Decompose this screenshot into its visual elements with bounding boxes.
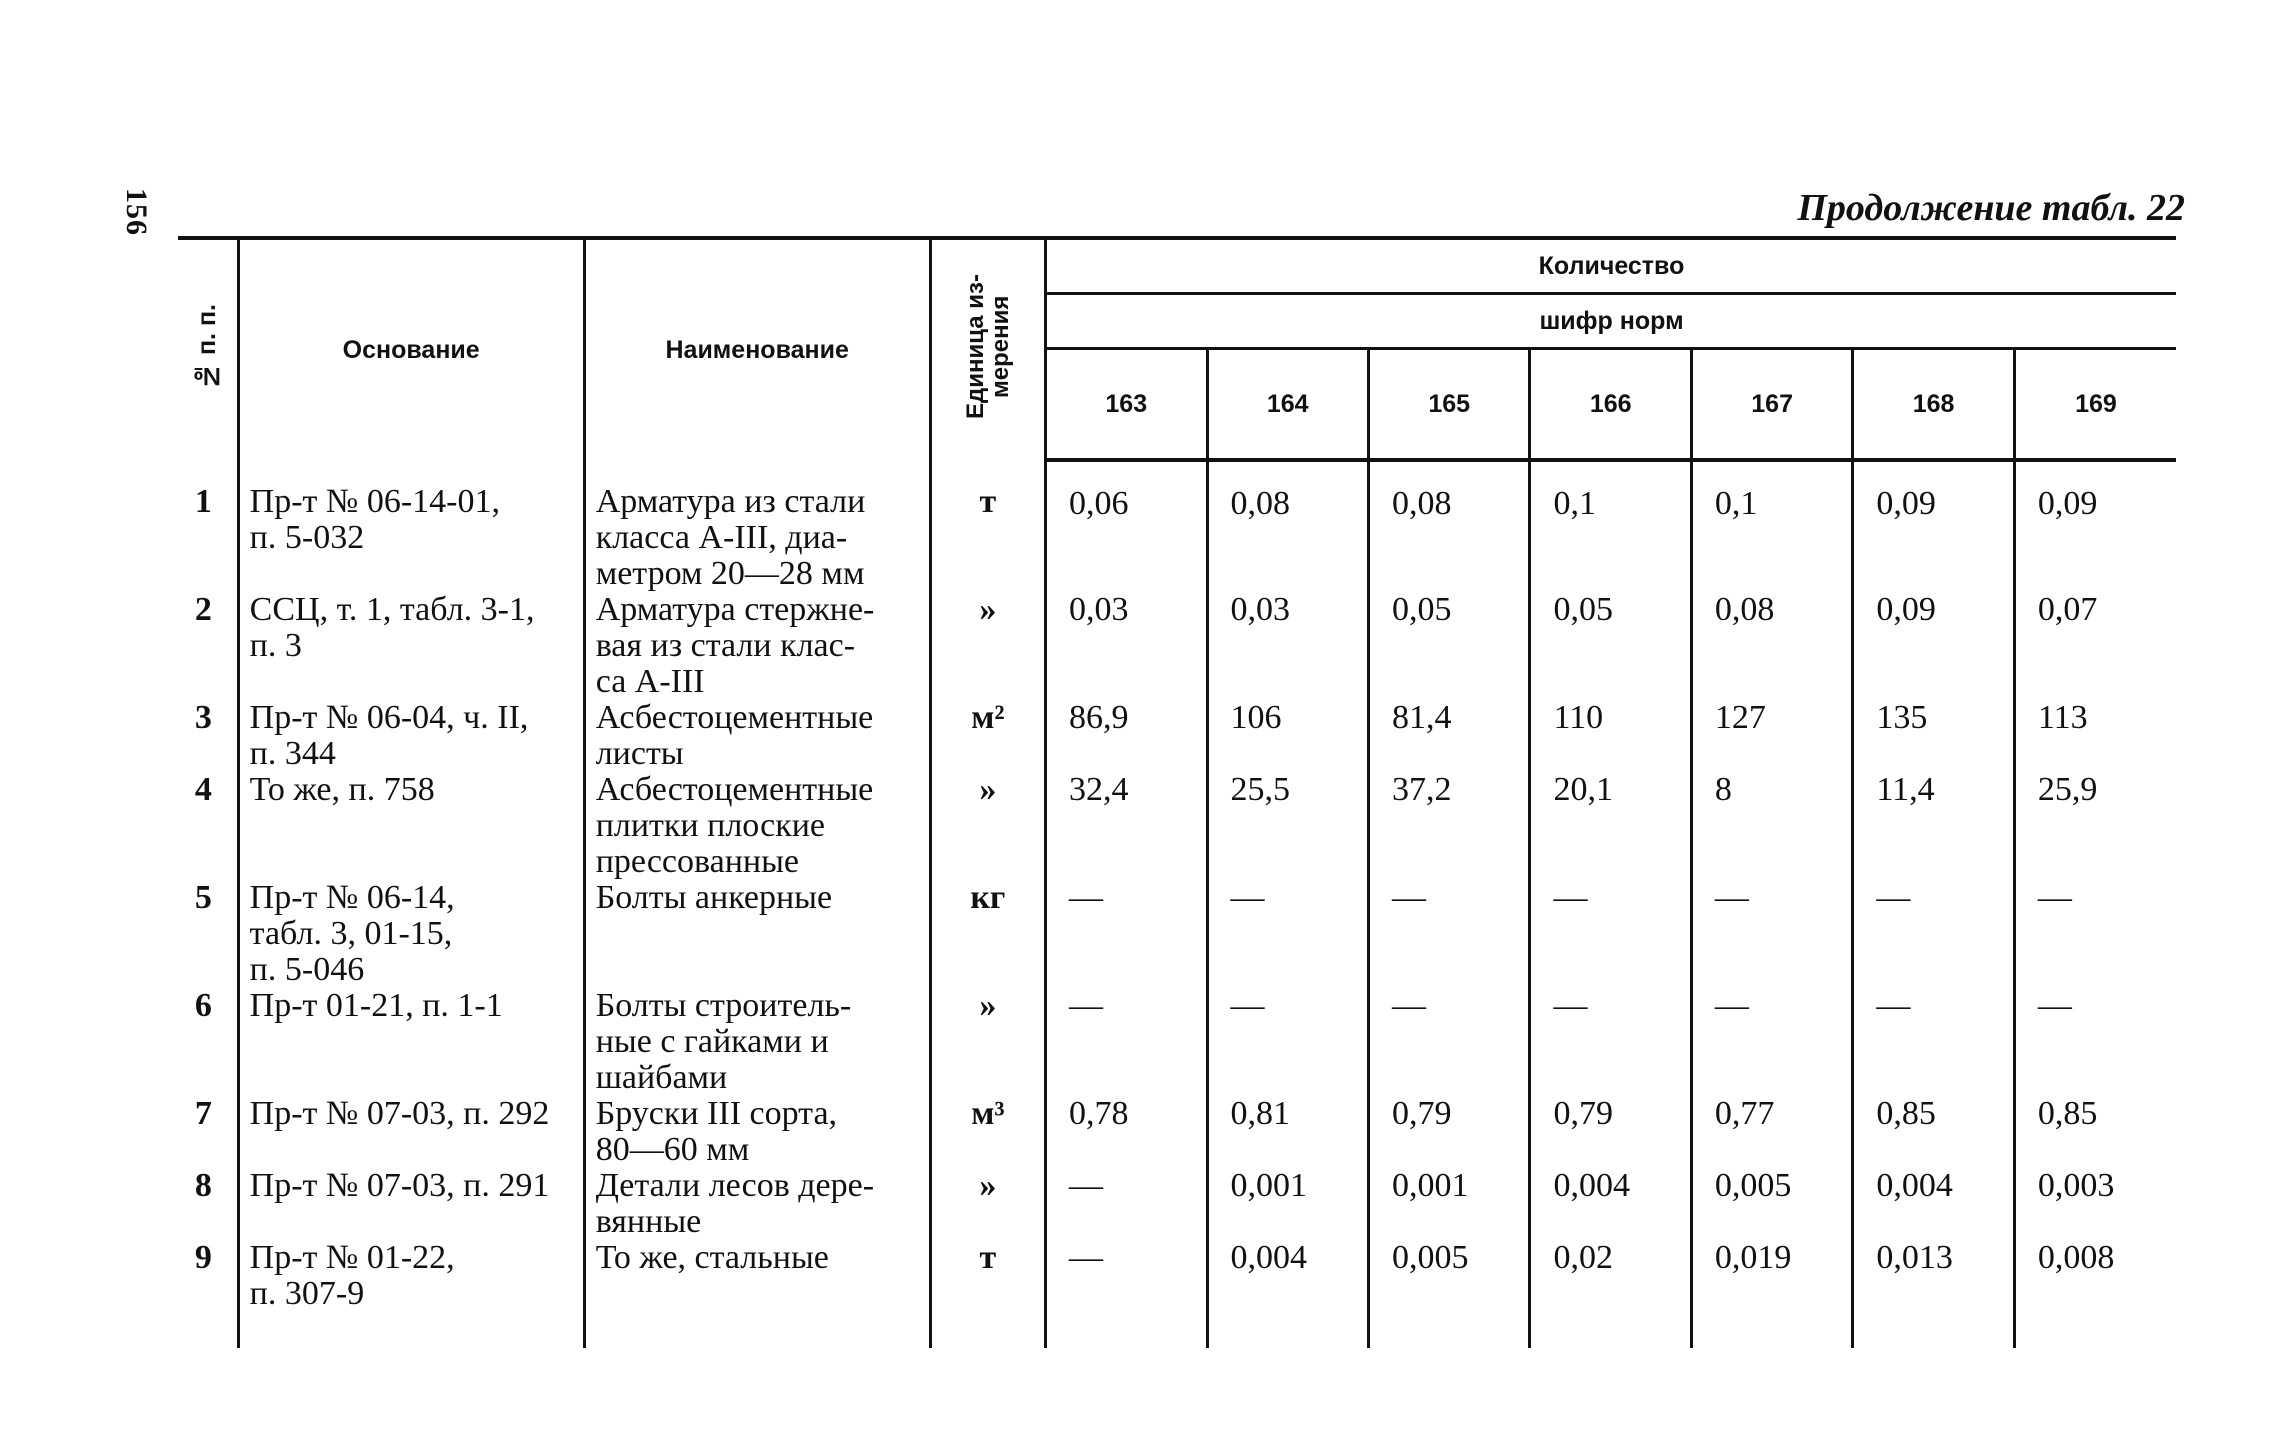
row-quantity: 0,03: [1207, 592, 1368, 700]
table-row: [178, 988, 2176, 1096]
row-quantity: —: [1530, 880, 1691, 988]
row-quantity: —: [2014, 880, 2176, 988]
row-quantity: 11,4: [1853, 772, 2014, 880]
row-quantity: 106: [1207, 700, 1368, 772]
page-number: 156: [120, 188, 153, 236]
row-quantity: —: [1046, 988, 1207, 1096]
row-number: 2: [194, 591, 212, 628]
row-quantity: 8: [1691, 772, 1852, 880]
row-quantity: 0,004: [1853, 1168, 2014, 1240]
row-quantity: —: [1368, 880, 1529, 988]
table-filler-row: [178, 1312, 2176, 1348]
row-quantity: 0,03: [1046, 592, 1207, 700]
row-quantity: —: [1691, 988, 1852, 1096]
row-quantity: 0,08: [1691, 592, 1852, 700]
header-row-number: № п. п.: [178, 238, 238, 460]
row-quantity: 0,1: [1691, 460, 1852, 592]
row-unit: кг: [930, 880, 1045, 988]
row-quantity: 0,06: [1046, 460, 1207, 592]
filler-cell: [1046, 1312, 1207, 1348]
filler-cell: [238, 1312, 584, 1348]
row-naimenovanie: Асбестоцементные листы: [584, 700, 930, 772]
row-number: 1: [194, 483, 212, 520]
table-header: [178, 238, 2176, 460]
row-quantity: 0,004: [1530, 1168, 1691, 1240]
row-quantity: —: [1368, 988, 1529, 1096]
row-quantity: 0,79: [1530, 1096, 1691, 1168]
row-unit: »: [930, 772, 1045, 880]
row-quantity: 0,003: [2014, 1168, 2176, 1240]
row-osnovanie: Пр-т № 01-22, п. 307-9: [238, 1240, 584, 1312]
filler-cell: [1853, 1312, 2014, 1348]
row-number: 5: [194, 879, 212, 916]
row-quantity: —: [2014, 988, 2176, 1096]
row-quantity: 86,9: [1046, 700, 1207, 772]
row-quantity: 25,5: [1207, 772, 1368, 880]
row-naimenovanie: То же, стальные: [584, 1240, 930, 1312]
row-quantity: 0,09: [2014, 460, 2176, 592]
row-quantity: —: [1207, 880, 1368, 988]
row-osnovanie: Пр-т 01-21, п. 1-1: [238, 988, 584, 1096]
row-quantity: 0,02: [1530, 1240, 1691, 1312]
header-unit: Единица из- мерения: [930, 238, 1045, 460]
row-number: 8: [194, 1167, 212, 1204]
table-body: [178, 460, 2176, 1348]
row-unit: т: [930, 460, 1045, 592]
row-quantity: 0,05: [1530, 592, 1691, 700]
row-quantity: 0,77: [1691, 1096, 1852, 1168]
row-quantity: 0,004: [1207, 1240, 1368, 1312]
filler-cell: [1530, 1312, 1691, 1348]
header-osnovanie: Основание: [238, 238, 584, 460]
row-quantity: 0,005: [1368, 1240, 1529, 1312]
row-naimenovanie: Бруски III сорта, 80—60 мм: [584, 1096, 930, 1168]
row-unit: т: [930, 1240, 1045, 1312]
row-quantity: 0,001: [1207, 1168, 1368, 1240]
row-unit: »: [930, 988, 1045, 1096]
header-code: 167: [1691, 349, 1852, 461]
row-number: 7: [194, 1095, 212, 1132]
header-quantity: Количество: [1046, 238, 2176, 294]
filler-cell: [584, 1312, 930, 1348]
row-quantity: 0,78: [1046, 1096, 1207, 1168]
row-quantity: —: [1046, 1240, 1207, 1312]
filler-cell: [1368, 1312, 1529, 1348]
row-quantity: —: [1046, 1168, 1207, 1240]
row-osnovanie: То же, п. 758: [238, 772, 584, 880]
row-quantity: 110: [1530, 700, 1691, 772]
row-unit: м²: [930, 700, 1045, 772]
row-number: 9: [194, 1239, 212, 1276]
row-naimenovanie: Арматура из стали класса А-III, диа- метром 20—28 мм: [584, 460, 930, 592]
row-quantity: 0,85: [1853, 1096, 2014, 1168]
row-quantity: 127: [1691, 700, 1852, 772]
row-unit: »: [930, 1168, 1045, 1240]
row-number: 6: [194, 987, 212, 1024]
row-quantity: —: [1530, 988, 1691, 1096]
table-row: [178, 592, 2176, 700]
header-code: 164: [1207, 349, 1368, 461]
row-quantity: 0,09: [1853, 592, 2014, 700]
table-row: [178, 700, 2176, 772]
row-quantity: 81,4: [1368, 700, 1529, 772]
header-code: 166: [1530, 349, 1691, 461]
row-quantity: —: [1046, 880, 1207, 988]
header-code: 163: [1046, 349, 1207, 461]
row-quantity: 0,81: [1207, 1096, 1368, 1168]
header-cipher: шифр норм: [1046, 294, 2176, 349]
row-quantity: 0,85: [2014, 1096, 2176, 1168]
row-quantity: —: [1691, 880, 1852, 988]
row-quantity: —: [1853, 988, 2014, 1096]
header-code: 168: [1853, 349, 2014, 461]
row-osnovanie: Пр-т № 07-03, п. 292: [238, 1096, 584, 1168]
table-row: [178, 1096, 2176, 1168]
row-quantity: 0,08: [1207, 460, 1368, 592]
row-quantity: 0,05: [1368, 592, 1529, 700]
row-unit: м³: [930, 1096, 1045, 1168]
table-caption: Продолжение табл. 22: [1797, 187, 2185, 229]
row-quantity: 25,9: [2014, 772, 2176, 880]
row-quantity: 0,09: [1853, 460, 2014, 592]
table-row: [178, 1168, 2176, 1240]
row-naimenovanie: Болты анкерные: [584, 880, 930, 988]
filler-cell: [2014, 1312, 2176, 1348]
row-number: 3: [194, 699, 212, 736]
row-quantity: 32,4: [1046, 772, 1207, 880]
table-row: [178, 880, 2176, 988]
row-quantity: 0,08: [1368, 460, 1529, 592]
row-quantity: 0,79: [1368, 1096, 1529, 1168]
row-quantity: 0,008: [2014, 1240, 2176, 1312]
row-quantity: 113: [2014, 700, 2176, 772]
header-code: 165: [1368, 349, 1529, 461]
row-unit: »: [930, 592, 1045, 700]
row-quantity: —: [1853, 880, 2014, 988]
row-quantity: 0,07: [2014, 592, 2176, 700]
row-naimenovanie: Болты строитель- ные с гайками и шайбами: [584, 988, 930, 1096]
row-osnovanie: ССЦ, т. 1, табл. 3-1, п. 3: [238, 592, 584, 700]
row-osnovanie: Пр-т № 06-04, ч. II, п. 344: [238, 700, 584, 772]
row-naimenovanie: Асбестоцементные плитки плоские прессованные: [584, 772, 930, 880]
row-quantity: 0,001: [1368, 1168, 1529, 1240]
row-quantity: 0,019: [1691, 1240, 1852, 1312]
row-quantity: 0,1: [1530, 460, 1691, 592]
row-quantity: 135: [1853, 700, 2014, 772]
table-row: [178, 1240, 2176, 1312]
filler-cell: [1691, 1312, 1852, 1348]
row-naimenovanie: Арматура стержне- вая из стали клас- са А-III: [584, 592, 930, 700]
table-row: [178, 460, 2176, 592]
row-osnovanie: Пр-т № 07-03, п. 291: [238, 1168, 584, 1240]
row-quantity: 0,005: [1691, 1168, 1852, 1240]
header-code: 169: [2014, 349, 2176, 461]
filler-cell: [178, 1312, 238, 1348]
row-quantity: —: [1207, 988, 1368, 1096]
row-quantity: 37,2: [1368, 772, 1529, 880]
row-naimenovanie: Детали лесов дере- вянные: [584, 1168, 930, 1240]
row-osnovanie: Пр-т № 06-14-01, п. 5-032: [238, 460, 584, 592]
header-naimenovanie: Наименование: [584, 238, 930, 460]
materials-table: [178, 236, 2176, 1348]
row-quantity: 0,013: [1853, 1240, 2014, 1312]
filler-cell: [930, 1312, 1045, 1348]
row-number: 4: [194, 771, 212, 808]
row-quantity: 20,1: [1530, 772, 1691, 880]
filler-cell: [1207, 1312, 1368, 1348]
table-row: [178, 772, 2176, 880]
row-osnovanie: Пр-т № 06-14, табл. 3, 01-15, п. 5-046: [238, 880, 584, 988]
